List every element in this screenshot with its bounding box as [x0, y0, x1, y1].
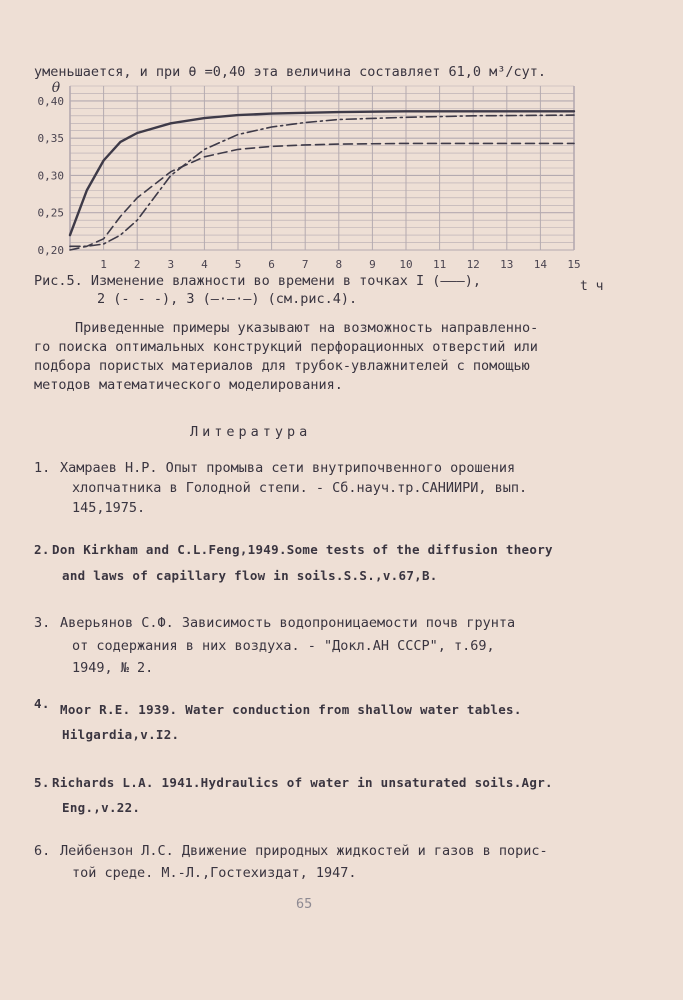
ref-3-line-1: Аверьянов С.Ф. Зависимость водопроницаемости почв грунта [60, 615, 516, 631]
ref-5-number: 5. [34, 775, 50, 790]
y-tick-label-3: 0,35 [37, 132, 64, 146]
figure-caption-line1: Рис.5. Изменение влажности во времени в точках I (———), [34, 273, 482, 289]
ref-1-line-2: хлопчатника в Голодной степи. - Сб.науч.тр.САНИИРИ, вып. [72, 480, 528, 496]
ref-6-line-2: той среде. М.-Л.,Гостехиздат, 1947. [72, 865, 357, 881]
x-tick-label-2: 2 [133, 258, 141, 271]
x-tick-label-11: 11 [432, 258, 447, 271]
paragraph-line-3: подбора пористых материалов для трубок-увлажнителей с помощью [34, 358, 530, 374]
ref-2-number: 2. [34, 542, 50, 557]
x-tick-label-14: 14 [533, 258, 548, 271]
ref-1-line-1: Хамраев Н.Р. Опыт промыва сети внутрипочвенного орошения [60, 460, 516, 476]
y-tick-label-4: 0,40 [37, 94, 64, 108]
x-tick-label-7: 7 [301, 258, 309, 271]
x-tick-label-5: 5 [234, 258, 242, 271]
ref-5-line-1: Richards L.A. 1941.Hydraulics of water in unsaturated soils.Agr. [52, 775, 553, 790]
x-axis-label: t ч [580, 279, 604, 294]
x-tick-label-6: 6 [268, 258, 275, 271]
y-tick-label-2: 0,30 [37, 169, 64, 183]
series-2-line [70, 143, 574, 250]
y-tick-label-1: 0,25 [37, 206, 64, 220]
ref-3-line-2: от содержания в них воздуха. - "Докл.АН СССР", т.69, [72, 638, 495, 654]
ref-6-number: 6. [34, 843, 51, 859]
ref-3-line-3: 1949, № 2. [72, 660, 154, 676]
ref-6-line-1: Лейбензон Л.С. Движение природных жидкостей и газов в порис- [60, 843, 548, 859]
x-tick-label-12: 12 [466, 258, 480, 271]
paragraph-line-4: методов математического моделирования. [34, 377, 343, 393]
ref-4-line-2: Hilgardia,v.I2. [62, 727, 180, 742]
series-3-line [70, 115, 574, 246]
x-tick-label-15: 15 [567, 258, 581, 271]
ref-4-line-1: Moor R.E. 1939. Water conduction from shallow water tables. [60, 702, 522, 717]
literature-heading: Литература [190, 424, 312, 440]
x-tick-label-9: 9 [369, 258, 376, 271]
x-tick-label-1: 1 [100, 258, 107, 271]
paragraph-line-2: го поиска оптимальных конструкций перфорационных отверстий или [34, 339, 538, 355]
ref-1-number: 1. [34, 460, 51, 476]
series-I-line [70, 111, 574, 235]
intro-line: уменьшается, и при θ =0,40 эта величина составляет 61,0 м³/сут. [34, 64, 547, 80]
x-tick-label-3: 3 [167, 258, 175, 271]
ref-3-number: 3. [34, 615, 51, 631]
x-tick-label-13: 13 [500, 258, 514, 271]
paragraph-line-1: Приведенные примеры указывают на возможность направленно- [75, 320, 539, 336]
ref-1-line-3: 145,1975. [72, 500, 146, 516]
page-number: 65 [296, 896, 313, 912]
x-tick-label-10: 10 [399, 258, 413, 271]
x-tick-label-4: 4 [201, 258, 208, 271]
figure-caption-line2: 2 (- - -), 3 (—·—·—) (см.рис.4). [97, 291, 358, 307]
x-tick-label-8: 8 [335, 258, 343, 271]
ref-4-number: 4. [34, 696, 50, 711]
y-axis-label: θ [51, 80, 61, 96]
ref-2-line-1: Don Kirkham and C.L.Feng,1949.Some tests of the diffusion theory [52, 542, 553, 557]
ref-2-line-2: and laws of capillary flow in soils.S.S.,v.67,B. [62, 568, 438, 583]
y-tick-label-0: 0,20 [37, 244, 64, 257]
ref-5-line-2: Eng.,v.22. [62, 800, 141, 815]
